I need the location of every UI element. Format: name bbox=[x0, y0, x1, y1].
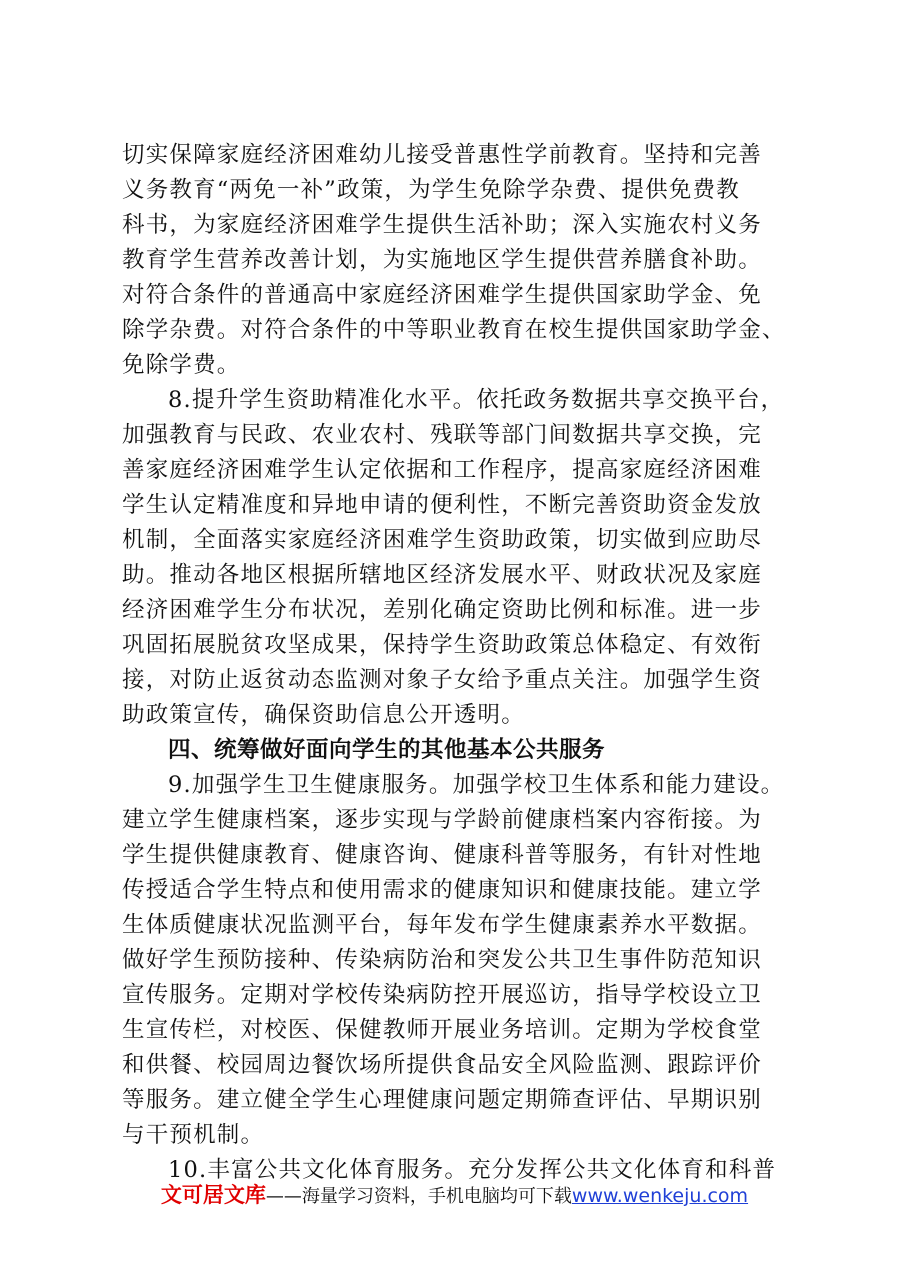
paragraph-start-line: 9.加强学生卫生健康服务。加强学校卫生体系和能力建设。 bbox=[168, 772, 785, 798]
section-heading: 四、统筹做好面向学生的其他基本公共服务 bbox=[168, 737, 606, 763]
body-line: 教育学生营养改善计划，为实施地区学生提供营养膳食补助。 bbox=[122, 247, 762, 273]
body-line: 接，对防止返贫动态监测对象子女给予重点关注。加强学生资 bbox=[122, 667, 762, 693]
body-line: 学生认定精准度和异地申请的便利性，不断完善资助资金发放 bbox=[122, 492, 762, 518]
body-line: 机制，全面落实家庭经济困难学生资助政策，切实做到应助尽 bbox=[122, 527, 762, 553]
body-line: 助政策宣传，确保资助信息公开透明。 bbox=[122, 702, 525, 728]
body-line: 助。推动各地区根据所辖地区经济发展水平、财政状况及家庭 bbox=[122, 562, 762, 588]
body-line: 对符合条件的普通高中家庭经济困难学生提供国家助学金、免 bbox=[122, 282, 762, 308]
body-line: 巩固拓展脱贫攻坚成果，保持学生资助政策总体稳定、有效衔 bbox=[122, 632, 762, 658]
body-line: 等服务。建立健全学生心理健康问题定期筛查评估、早期识别 bbox=[122, 1087, 762, 1113]
body-line: 善家庭经济困难学生认定依据和工作程序，提高家庭经济困难 bbox=[122, 457, 762, 483]
footer-tagline: ——海量学习资料，手机电脑均可下载 bbox=[265, 1186, 572, 1207]
body-line: 生宣传栏，对校医、保健教师开展业务培训。定期为学校食堂 bbox=[122, 1017, 762, 1043]
body-line: 做好学生预防接种、传染病防治和突发公共卫生事件防范知识 bbox=[122, 947, 762, 973]
body-line: 建立学生健康档案，逐步实现与学龄前健康档案内容衔接。为 bbox=[122, 807, 762, 833]
body-line: 义务教育“两免一补”政策，为学生免除学杂费、提供免费教 bbox=[122, 177, 740, 203]
body-line: 科书，为家庭经济困难学生提供生活补助；深入实施农村义务 bbox=[122, 212, 762, 238]
body-line: 宣传服务。定期对学校传染病防控开展巡访，指导学校设立卫 bbox=[122, 982, 762, 1008]
body-line: 与干预机制。 bbox=[122, 1122, 265, 1148]
body-line: 除学杂费。对符合条件的中等职业教育在校生提供国家助学金、 bbox=[122, 317, 786, 343]
document-body bbox=[122, 138, 812, 1188]
footer-brand: 文可居文库 bbox=[160, 1183, 266, 1207]
paragraph-start-line: 10.丰富公共文化体育服务。充分发挥公共文化体育和科普 bbox=[168, 1157, 777, 1183]
body-line: 生体质健康状况监测平台，每年发布学生健康素养水平数据。 bbox=[122, 912, 762, 938]
body-line: 加强教育与民政、农业农村、残联等部门间数据共享交换，完 bbox=[122, 422, 762, 448]
body-line: 和供餐、校园周边餐饮场所提供食品安全风险监测、跟踪评价 bbox=[122, 1052, 762, 1078]
footer-banner bbox=[0, 1182, 909, 1210]
body-line: 学生提供健康教育、健康咨询、健康科普等服务，有针对性地 bbox=[122, 842, 762, 868]
body-line: 传授适合学生特点和使用需求的健康知识和健康技能。建立学 bbox=[122, 877, 762, 903]
body-line: 免除学费。 bbox=[122, 352, 241, 378]
body-line: 经济困难学生分布状况，差别化确定资助比例和标准。进一步 bbox=[122, 597, 762, 623]
body-line: 切实保障家庭经济困难幼儿接受普惠性学前教育。坚持和完善 bbox=[122, 142, 762, 168]
paragraph-start-line: 8.提升学生资助精准化水平。依托政务数据共享交换平台， bbox=[168, 387, 785, 413]
footer-url-link[interactable]: www.wenkeju.com bbox=[571, 1185, 749, 1207]
